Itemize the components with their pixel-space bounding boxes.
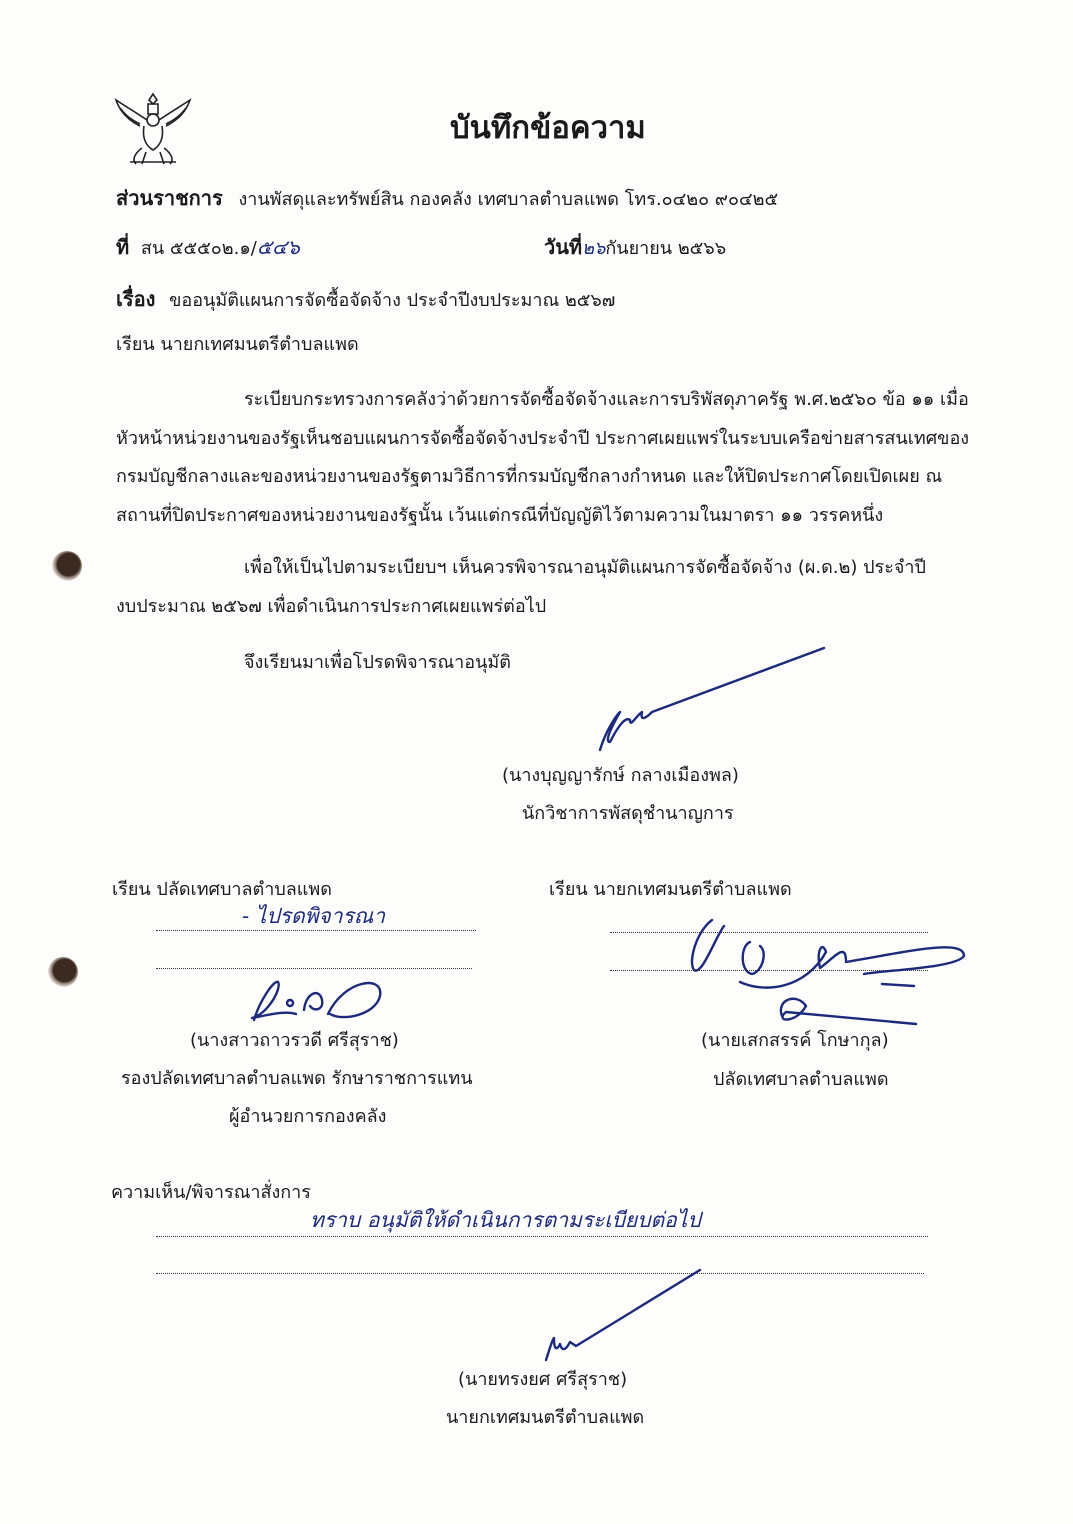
subject-value: ขออนุมัติแผนการจัดซื้อจัดจ้าง ประจำปีงบประมาณ ๒๕๖๗ — [169, 290, 616, 311]
signer-position: นักวิชาการพัสดุชำนาญการ — [522, 803, 734, 824]
left-salutation: เรียน ปลัดเทศบาลตำบลแพด — [112, 879, 332, 900]
right-signer-position: ปลัดเทศบาลตำบลแพด — [713, 1069, 889, 1090]
garuda-emblem-icon — [112, 90, 194, 168]
body-line: สถานที่ปิดประกาศของหน่วยงานของรัฐนั้น เว้นแต่กรณีที่บัญญัติไว้ตามความในมาตรา ๑๑ วรรคหนึ่ง — [116, 505, 884, 526]
subject-label: เรื่อง — [116, 287, 156, 311]
body-line: งบประมาณ ๒๕๖๗ เพื่อดำเนินการประกาศเผยแพร่ต่อไป — [116, 596, 547, 617]
order-label: ความเห็น/พิจารณาสั่งการ — [111, 1182, 311, 1203]
dotted-line — [156, 930, 476, 931]
body-line: เพื่อให้เป็นไปตามระเบียบฯ เห็นควรพิจารณาอนุมัติแผนการจัดซื้อจัดจ้าง (ผ.ด.๒) ประจำปี — [244, 557, 926, 578]
body-line: กรมบัญชีกลางและของหน่วยงานของรัฐตามวิธีการที่กรมบัญชีกลางกำหนด และให้ปิดประกาศโดยเปิดเผย ณ — [116, 466, 943, 487]
dotted-line — [156, 968, 472, 969]
closing-line: จึงเรียนมาเพื่อโปรดพิจารณาอนุมัติ — [244, 652, 511, 673]
dotted-line — [156, 1236, 928, 1237]
right-salutation: เรียน นายกเทศมนตรีตำบลแพด — [549, 879, 792, 900]
right-signer-name: (นายเสกสรรค์ โกษากุล) — [701, 1030, 889, 1051]
date-line — [544, 235, 726, 261]
left-signer-position: รองปลัดเทศบาลตำบลแพด รักษาราชการแทน — [121, 1068, 473, 1089]
body-line: ระเบียบกระทรวงการคลังว่าด้วยการจัดซื้อจัดจ้างและการบริพัสดุภาครัฐ พ.ศ.๒๕๖๐ ข้อ ๑๑ เมื่อ — [244, 389, 969, 410]
agency-label: ส่วนราชการ — [116, 186, 223, 210]
signer-name: (นางบุญญารักษ์ กลางเมืองพล) — [502, 765, 739, 786]
agency-line — [116, 186, 778, 212]
order-handwritten-note: ทราบ อนุมัติให้ดำเนินการตามระเบียบต่อไป — [310, 1208, 701, 1232]
reference-value: สน ๕๕๕๐๒.๑/ — [140, 238, 257, 259]
order-signer-position: นายกเทศมนตรีตำบลแพด — [446, 1407, 645, 1428]
date-value: กันยายน ๒๕๖๖ — [605, 238, 727, 259]
memo-title: บันทึกข้อความ — [450, 110, 646, 146]
left-signer-position: ผู้อำนวยการกองคลัง — [229, 1106, 387, 1127]
reference-line — [116, 235, 300, 261]
punch-hole — [52, 551, 82, 581]
signature-icon — [540, 1268, 705, 1368]
salutation: เรียน นายกเทศมนตรีตำบลแพด — [116, 334, 359, 355]
subject-line — [116, 287, 615, 313]
signature-icon — [686, 912, 971, 1032]
reference-label: ที่ — [116, 235, 130, 259]
order-signer-name: (นายทรงยศ ศรีสุราช) — [458, 1369, 628, 1390]
reference-handwritten: ๕๔๖ — [256, 235, 300, 259]
date-handwritten: ๒๖ — [582, 238, 606, 259]
signature-icon — [596, 646, 826, 756]
signature-icon — [244, 970, 389, 1025]
left-handwritten-note: - ไปรดพิจารณา — [242, 904, 386, 928]
date-label: วันที่ — [544, 235, 583, 259]
left-signer-name: (นางสาวถาวรวดี ศรีสุราช) — [190, 1030, 399, 1051]
agency-value: งานพัสดุและทรัพย์สิน กองคลัง เทศบาลตำบลแพด โทร.๐๔๒๐ ๙๐๔๒๕ — [238, 189, 779, 210]
body-line: หัวหน้าหน่วยงานของรัฐเห็นชอบแผนการจัดซื้อจัดจ้างประจำปี ประกาศเผยแพร่ในระบบเครือข่ายสารสนเทศของ — [116, 428, 970, 449]
punch-hole — [48, 957, 78, 987]
